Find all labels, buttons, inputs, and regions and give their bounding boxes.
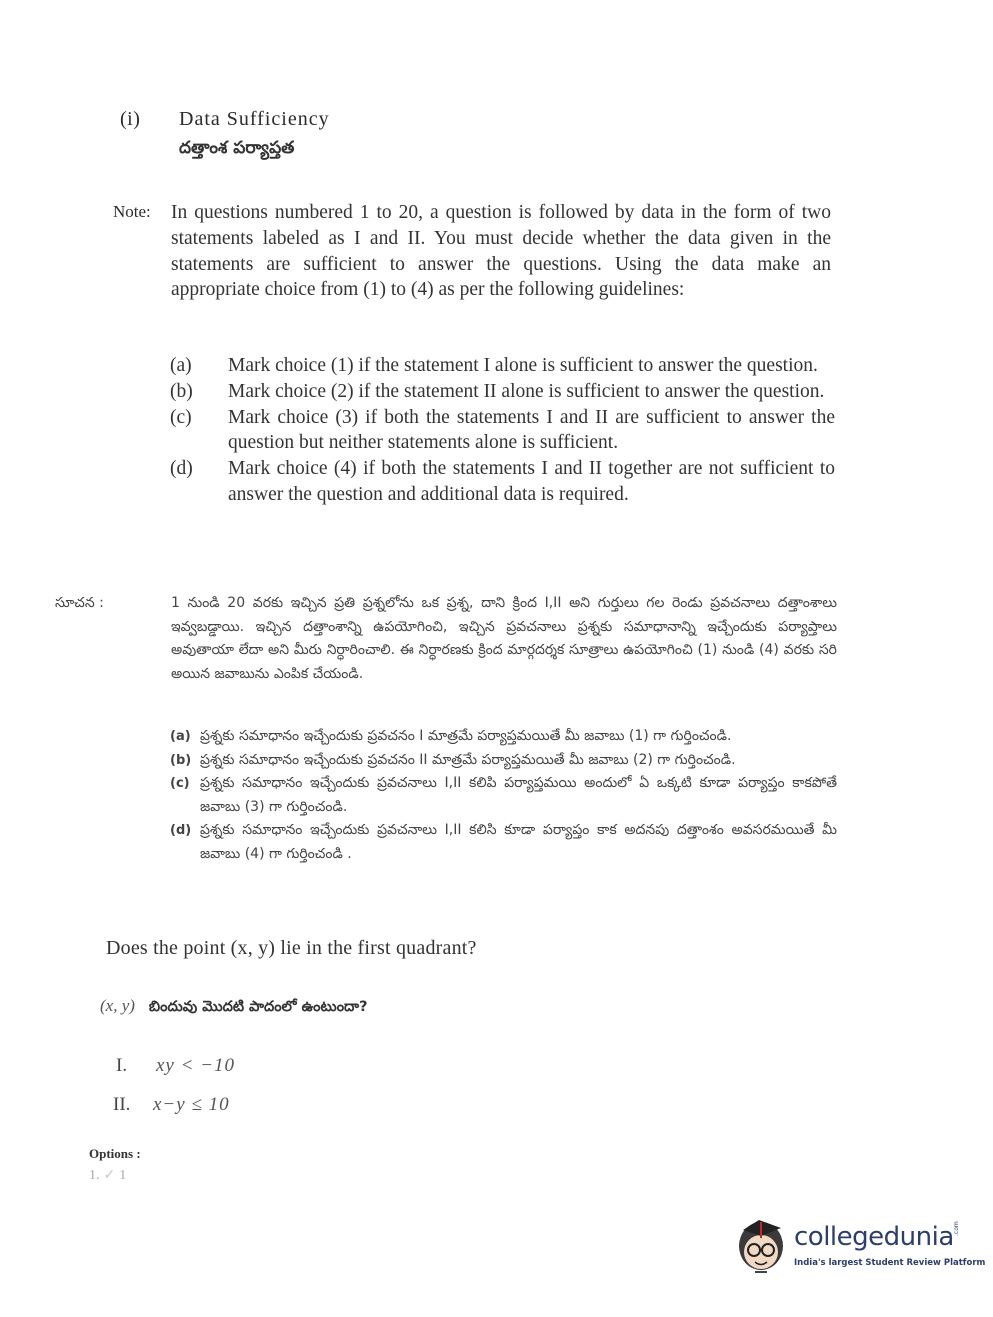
question-text: Does the point (x, y) lie in the first quadrant? xyxy=(106,937,477,959)
note-telugu-text: 1 నుండి 20 వరకు ఇచ్చిన ప్రతి ప్రశ్నలోను ఒక ప్రశ్న, దాని క్రింద I,II అని గుర్తులు గల రెండు ప్రవచనాలు దత్తాంశాలు ఇవ్వబడ్డాయి. ఇచ్చిన దత్తాంశాన్ని ఉపయోగించి, ఇచ్చిన ప్రవచనాలు ప్రశ్నకు సమాధానాన్ని ఇచ్చేందుకు పర్యాప్తాలు అవుతాయా లేదా అని మీరు నిర్ధారించాలి. ఈ నిర్ధారణకు క్రింద మార్గదర్శక సూత్రాలు ఉపయోగించి (1) నుండి (4) వరకు సరి అయిన జవాబును ఎంపిక చేయండి. xyxy=(171,595,837,682)
guideline-telugu-text: ప్రశ్నకు సమాధానం ఇచ్చేందుకు ప్రవచనాలు I,II కలిసి కూడా పర్యాప్తం కాక అదనపు దత్తాంశం అవసరమయితే మీ జవాబు (4) గా గుర్తించండి . xyxy=(200,822,837,862)
guideline-telugu-label: (c) xyxy=(170,776,190,791)
section-title-telugu: దత్తాంశ పర్యాప్తత xyxy=(179,138,295,158)
section-title: Data Sufficiency xyxy=(179,108,330,130)
guideline-label: (b) xyxy=(170,380,193,402)
guideline-telugu-text: ప్రశ్నకు సమాధానం ఇచ్చేందుకు ప్రవచనాలు I,II కలిపి పర్యాప్తమయి అందులో ఏ ఒక్కటి కూడా పర్యాప్తం కాకపోతే జవాబు (3) గా గుర్తించండి. xyxy=(200,775,837,815)
question-telugu-text: బిందువు మొదటి పాదంలో ఉంటుందా? xyxy=(148,999,368,1015)
check-icon: ✓ xyxy=(103,1168,116,1183)
option-number: 1. xyxy=(89,1167,100,1183)
option-item[interactable] xyxy=(89,1167,126,1184)
guideline-text: Mark choice (4) if both the statements I and II together are not sufficient to answer the question and additional data is required. xyxy=(228,458,835,505)
option-text: 1 xyxy=(119,1167,127,1183)
statement-expression: x−y ≤ 10 xyxy=(153,1094,230,1115)
guideline-item xyxy=(170,353,835,379)
note-telugu-label: సూచన : xyxy=(55,595,104,611)
guideline-telugu-label: (d) xyxy=(170,823,192,838)
guideline-label: (c) xyxy=(170,406,192,428)
statement-item xyxy=(113,1094,230,1116)
guideline-telugu-item xyxy=(170,819,837,866)
guidelines-telugu-list xyxy=(170,725,837,866)
guideline-label: (d) xyxy=(170,458,193,480)
guideline-item xyxy=(170,405,835,457)
guideline-telugu-text: ప్రశ్నకు సమాధానం ఇచ్చేందుకు ప్రవచనం II మాత్రమే పర్యాప్తమయితే మీ జవాబు (2) గా గుర్తించండి. xyxy=(200,751,736,768)
guideline-telugu-item xyxy=(170,749,837,773)
guideline-item xyxy=(170,379,835,405)
note-text: In questions numbered 1 to 20, a question is followed by data in the form of two statements labeled as I and II. You must decide whether the data given in the statements are sufficient to answer the questions. Using the data make an appropriate choice from (1) to (4) as per the following guidelines: xyxy=(171,202,831,301)
statement-item xyxy=(116,1055,235,1077)
guideline-telugu-label: (a) xyxy=(170,729,191,744)
guideline-telugu-item xyxy=(170,725,837,749)
brand-dotcom: .com xyxy=(953,1221,960,1236)
guidelines-list xyxy=(170,353,835,508)
guideline-telugu-text: ప్రశ్నకు సమాధానం ఇచ్చేందుకు ప్రవచనం I మాత్రమే పర్యాప్తమయితే మీ జవాబు (1) గా గుర్తించండి. xyxy=(200,728,732,744)
question-telugu xyxy=(100,996,368,1019)
guideline-telugu-item xyxy=(170,772,837,819)
note-telugu xyxy=(55,592,837,686)
statement-number: II. xyxy=(113,1094,131,1115)
guideline-text: Mark choice (2) if the statement II alone is sufficient to answer the question. xyxy=(228,380,825,402)
mascot-icon xyxy=(739,1220,783,1272)
options-label: Options : xyxy=(89,1146,141,1161)
guideline-telugu-label: (b) xyxy=(170,752,192,768)
guideline-text: Mark choice (3) if both the statements I and II are sufficient to answer the question but neither statements alone is sufficient. xyxy=(228,406,835,454)
statement-number: I. xyxy=(116,1055,128,1076)
brand-tagline: India's largest Student Review Platform xyxy=(794,1258,986,1268)
note-label: Note: xyxy=(113,202,151,221)
question-telugu-variable: (x, y) xyxy=(100,996,135,1015)
statement-expression: xy < −10 xyxy=(156,1055,236,1076)
brand-name: collegedunia xyxy=(794,1222,954,1252)
section-number: (i) xyxy=(120,108,141,130)
guideline-label: (a) xyxy=(170,355,192,376)
guideline-item xyxy=(170,456,835,508)
guideline-text: Mark choice (1) if the statement I alone is sufficient to answer the question. xyxy=(228,355,818,376)
